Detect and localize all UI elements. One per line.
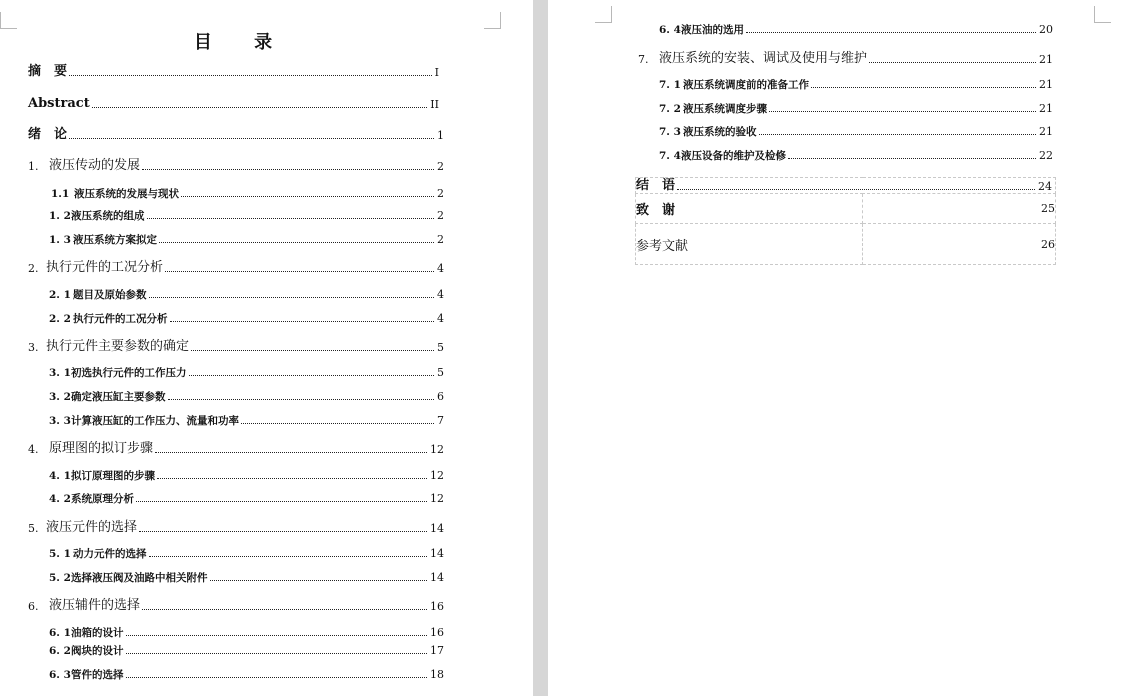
toc-page-number: 14 <box>430 522 444 535</box>
dot-leader <box>811 87 1036 88</box>
toc-entry-number: 3. 3 <box>49 414 71 427</box>
toc-entry-chapter-5[interactable] <box>28 521 444 534</box>
toc-entry-number: 6. <box>28 600 39 613</box>
toc-page-number: 21 <box>1039 53 1053 66</box>
toc-entry-text: 液压系统的组成 <box>71 209 145 222</box>
dot-leader <box>147 218 435 219</box>
page-corner-mark <box>0 12 17 29</box>
toc-entry-section-3-3[interactable] <box>49 415 444 426</box>
dot-leader <box>126 677 428 678</box>
toc-page-number: 16 <box>430 600 444 613</box>
toc-entry-section-3-2[interactable] <box>49 391 444 402</box>
toc-page-number[interactable]: 25 <box>863 194 1056 224</box>
toc-entry-section-6-4[interactable] <box>659 24 1053 35</box>
toc-entry-text: 液压系统的验收 <box>683 125 757 138</box>
dot-leader <box>191 350 434 351</box>
toc-entry-chapter-6[interactable] <box>28 599 444 612</box>
toc-entry-section-1-2[interactable] <box>49 210 444 221</box>
toc-entry-text: 计算液压缸的工作压力、流量和功率 <box>71 414 239 427</box>
toc-entry-section-6-2[interactable] <box>49 645 444 656</box>
toc-entry-section-5-1[interactable] <box>49 548 444 559</box>
toc-page-number: 2 <box>437 187 444 200</box>
dot-leader <box>189 375 435 376</box>
dot-leader <box>746 32 1036 33</box>
page-corner-mark <box>1094 6 1111 23</box>
toc-page-number: 21 <box>1039 78 1053 91</box>
toc-entry-chapter-2[interactable] <box>28 261 444 274</box>
dot-leader <box>759 134 1037 135</box>
toc-entry-text: 结 语 <box>636 178 676 193</box>
toc-entry-number: 4. <box>28 443 39 456</box>
toc-entry-text: 初选执行元件的工作压力 <box>71 366 187 379</box>
toc-entry-text: 选择液压阀及油路中相关附件 <box>71 571 208 584</box>
toc-entry-section-2-2[interactable] <box>49 313 444 324</box>
toc-page-number: 5 <box>437 341 444 354</box>
toc-entry-number: 3. <box>28 341 39 354</box>
toc-entry-section-7-1[interactable] <box>659 79 1053 90</box>
toc-entry-number: 6. 3 <box>49 668 71 681</box>
toc-entry-number: 7. 4 <box>659 149 681 162</box>
toc-entry-abstract-en[interactable] <box>28 97 439 110</box>
toc-entry-text: 液压系统方案拟定 <box>73 233 157 246</box>
toc-entry-text: 原理图的拟订步骤 <box>49 441 154 456</box>
dot-leader <box>769 111 1036 112</box>
toc-entry-number: 7. <box>638 53 649 66</box>
toc-entry-number: 5. <box>28 522 39 535</box>
toc-entry-section-3-1[interactable] <box>49 367 444 378</box>
dot-leader <box>157 478 427 479</box>
table-row <box>636 178 1056 194</box>
toc-entry-text: 液压辅件的选择 <box>49 598 141 613</box>
toc-entry-section-6-3[interactable] <box>49 669 444 680</box>
toc-page-number: 5 <box>437 366 444 379</box>
toc-entry-text: 执行元件的工况分析 <box>46 260 164 275</box>
page-corner-mark <box>484 12 501 29</box>
toc-entry-number: 6. 2 <box>49 644 71 657</box>
toc-page-number: 14 <box>430 571 444 584</box>
toc-entry-number: 7. 1 <box>659 78 681 91</box>
toc-entry-number: 7. 2 <box>659 102 681 115</box>
toc-entry-number: 2. 2 <box>49 312 71 325</box>
toc-entry-text: 摘 要 <box>28 64 68 79</box>
dot-leader <box>210 580 428 581</box>
toc-entry-chapter-3[interactable] <box>28 340 444 353</box>
toc-entry-section-7-3[interactable] <box>659 126 1053 137</box>
toc-entry-text: 拟订原理图的步骤 <box>71 469 155 482</box>
dot-leader <box>241 423 434 424</box>
table-cell[interactable] <box>636 178 1056 194</box>
toc-page-number: 7 <box>437 414 444 427</box>
dot-leader <box>126 653 428 654</box>
dot-leader <box>126 635 428 636</box>
toc-entry-section-7-2[interactable] <box>659 103 1053 114</box>
toc-entry-text: 液压设备的维护及检修 <box>681 149 786 162</box>
dot-leader <box>92 107 428 108</box>
toc-entry-number: 4. 1 <box>49 469 71 482</box>
dot-leader <box>142 609 427 610</box>
table-row <box>636 194 1056 224</box>
toc-entry-number: 3. 1 <box>49 366 71 379</box>
toc-page-number: 12 <box>430 443 444 456</box>
toc-entry-number: 1. 3 <box>49 233 71 246</box>
dot-leader <box>168 399 435 400</box>
toc-entry-text: 绪 论 <box>28 127 68 142</box>
toc-page-number: 20 <box>1039 23 1053 36</box>
toc-entry-text: 液压系统的发展与现状 <box>74 187 179 200</box>
page-corner-mark <box>595 6 612 23</box>
toc-page-number: 18 <box>430 668 444 681</box>
toc-page-number: II <box>430 98 439 111</box>
toc-entry-introduction[interactable] <box>28 128 444 141</box>
toc-page-number: 22 <box>1039 149 1053 162</box>
toc-entry-text: 管件的选择 <box>71 668 124 681</box>
toc-entry-section-1-1[interactable] <box>51 188 444 199</box>
toc-entry-text: 确定液压缸主要参数 <box>71 390 166 403</box>
toc-entry-text: 液压系统调度步骤 <box>683 102 767 115</box>
toc-page-number: 4 <box>437 262 444 275</box>
toc-entry-number: 5. 2 <box>49 571 71 584</box>
toc-entry-acknowledgement[interactable]: 致 谢 <box>636 194 863 224</box>
toc-entry-number: 7. 3 <box>659 125 681 138</box>
dot-leader <box>149 556 428 557</box>
toc-page-number: 4 <box>437 312 444 325</box>
toc-entry-number: 6. 1 <box>49 626 71 639</box>
toc-entry-number: 6. 4 <box>659 23 681 36</box>
toc-entry-text: 油箱的设计 <box>71 626 124 639</box>
toc-entry-number: 1.1 <box>51 187 70 200</box>
toc-page-number: I <box>434 66 439 79</box>
dot-leader <box>165 271 434 272</box>
toc-entry-section-7-4[interactable] <box>659 150 1053 161</box>
toc-page-number: 21 <box>1039 125 1053 138</box>
dot-leader <box>181 196 434 197</box>
toc-page-number: 12 <box>430 492 444 505</box>
toc-page-number: 2 <box>437 233 444 246</box>
toc-page-number: 4 <box>437 288 444 301</box>
dot-leader <box>677 189 1035 190</box>
dot-leader <box>159 242 434 243</box>
toc-entry-number: 2. 1 <box>49 288 71 301</box>
toc-page-number: 24 <box>1038 180 1052 193</box>
toc-entry-number: 4. 2 <box>49 492 71 505</box>
toc-entry-text: 液压油的选用 <box>681 23 744 36</box>
toc-entry-text: 液压传动的发展 <box>49 158 141 173</box>
toc-page-number: 12 <box>430 469 444 482</box>
toc-entry-section-6-1[interactable] <box>49 627 444 638</box>
toc-entry-conclusion[interactable] <box>636 179 1052 192</box>
toc-entry-chapter-7[interactable] <box>638 52 1053 65</box>
toc-entry-number: 1. <box>28 160 39 173</box>
toc-entry-text: 阀块的设计 <box>71 644 124 657</box>
toc-entry-number: 5. 1 <box>49 547 71 560</box>
dot-leader <box>149 297 435 298</box>
dot-leader <box>139 531 427 532</box>
toc-entry-abstract-cn[interactable] <box>28 65 439 78</box>
toc-page-number: 2 <box>437 209 444 222</box>
toc-entry-text: 系统原理分析 <box>71 492 134 505</box>
toc-page-number: 6 <box>437 390 444 403</box>
toc-entry-chapter-4[interactable] <box>28 442 444 455</box>
toc-entry-text: 液压元件的选择 <box>46 520 138 535</box>
toc-entry-text: 液压系统的安装、调试及使用与维护 <box>659 51 868 66</box>
toc-entry-text: 液压系统调度前的准备工作 <box>683 78 809 91</box>
dot-leader <box>869 62 1036 63</box>
toc-entry-text: 题目及原始参数 <box>73 288 147 301</box>
dot-leader <box>69 75 432 76</box>
toc-entry-section-4-1[interactable] <box>49 470 444 481</box>
toc-page-number: 16 <box>430 626 444 639</box>
dot-leader <box>142 169 434 170</box>
toc-title: 目 录 <box>193 32 291 53</box>
dot-leader <box>788 158 1036 159</box>
dot-leader <box>155 452 427 453</box>
table-row <box>636 224 1056 265</box>
toc-entry-number: 3. 2 <box>49 390 71 403</box>
dot-leader <box>170 321 435 322</box>
toc-end-matter-table <box>635 177 1056 265</box>
toc-entry-section-4-2[interactable] <box>49 493 444 504</box>
toc-page-number: 14 <box>430 547 444 560</box>
document-page-left <box>0 0 533 696</box>
toc-entry-section-5-2[interactable] <box>49 572 444 583</box>
page-gutter <box>533 0 548 696</box>
dot-leader <box>69 138 434 139</box>
toc-entry-number: 1. 2 <box>49 209 71 222</box>
toc-entry-references[interactable]: 参考文献 <box>636 224 863 265</box>
toc-entry-text: 动力元件的选择 <box>73 547 147 560</box>
toc-entry-text: 执行元件主要参数的确定 <box>46 339 190 354</box>
document-page-right <box>548 0 1131 696</box>
toc-page-number: 1 <box>437 129 444 142</box>
toc-entry-text: 执行元件的工况分析 <box>73 312 168 325</box>
toc-page-number: 21 <box>1039 102 1053 115</box>
toc-page-number: 2 <box>437 160 444 173</box>
toc-entry-section-2-1[interactable] <box>49 289 444 300</box>
dot-leader <box>136 501 427 502</box>
toc-entry-chapter-1[interactable] <box>28 159 444 172</box>
toc-entry-number: 2. <box>28 262 39 275</box>
toc-entry-text: Abstract <box>28 96 90 111</box>
toc-page-number[interactable]: 26 <box>863 224 1056 265</box>
toc-page-number: 17 <box>430 644 444 657</box>
toc-entry-section-1-3[interactable] <box>49 234 444 245</box>
